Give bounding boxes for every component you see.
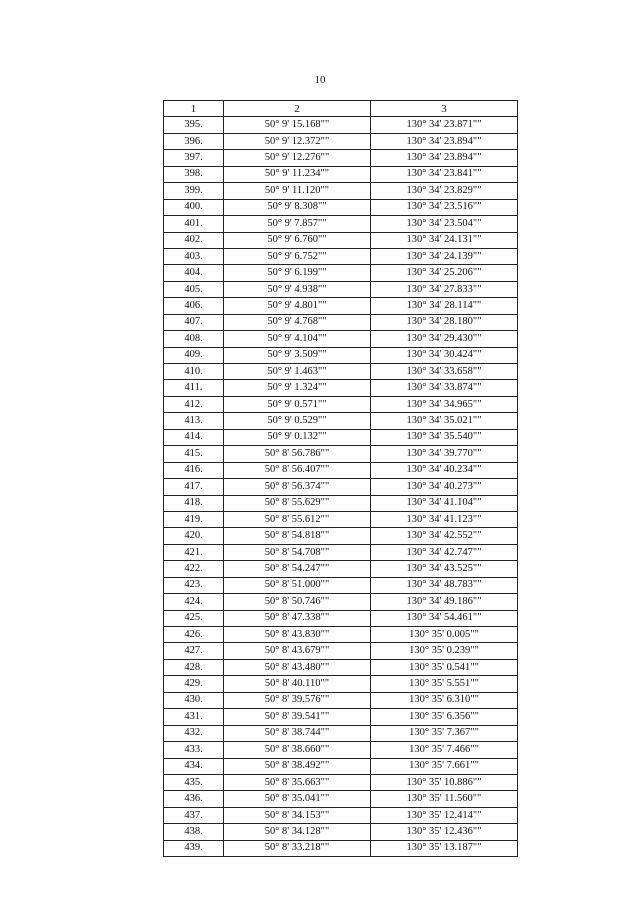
table-row xyxy=(164,232,518,248)
longitude-cell: 130° 34' 34.965"" xyxy=(371,396,518,412)
latitude-cell: 50° 8' 47.338"" xyxy=(224,610,371,626)
point-number-cell: 429. xyxy=(164,676,224,692)
point-number-cell: 422. xyxy=(164,561,224,577)
point-number-cell: 413. xyxy=(164,413,224,429)
latitude-cell: 50° 8' 38.660"" xyxy=(224,742,371,758)
table-row xyxy=(164,265,518,281)
latitude-cell: 50° 8' 55.612"" xyxy=(224,511,371,527)
latitude-cell: 50° 8' 56.374"" xyxy=(224,479,371,495)
point-number-cell: 416. xyxy=(164,462,224,478)
latitude-cell: 50° 9' 0.529"" xyxy=(224,413,371,429)
table-body xyxy=(164,117,518,857)
column-header-1: 1 xyxy=(164,101,224,117)
point-number-cell: 404. xyxy=(164,265,224,281)
latitude-cell: 50° 9' 1.463"" xyxy=(224,364,371,380)
table-row xyxy=(164,511,518,527)
table-row xyxy=(164,659,518,675)
latitude-cell: 50° 8' 34.153"" xyxy=(224,807,371,823)
longitude-cell: 130° 34' 24.131"" xyxy=(371,232,518,248)
table-row xyxy=(164,479,518,495)
latitude-cell: 50° 8' 54.708"" xyxy=(224,544,371,560)
longitude-cell: 130° 35' 7.367"" xyxy=(371,725,518,741)
point-number-cell: 395. xyxy=(164,117,224,133)
table-row xyxy=(164,643,518,659)
column-header-2: 2 xyxy=(224,101,371,117)
latitude-cell: 50° 9' 0.571"" xyxy=(224,396,371,412)
longitude-cell: 130° 34' 35.540"" xyxy=(371,429,518,445)
longitude-cell: 130° 35' 0.239"" xyxy=(371,643,518,659)
latitude-cell: 50° 8' 56.407"" xyxy=(224,462,371,478)
table-row xyxy=(164,396,518,412)
longitude-cell: 130° 35' 0.541"" xyxy=(371,659,518,675)
longitude-cell: 130° 34' 23.504"" xyxy=(371,216,518,232)
longitude-cell: 130° 35' 7.661"" xyxy=(371,758,518,774)
point-number-cell: 435. xyxy=(164,774,224,790)
table-row xyxy=(164,495,518,511)
latitude-cell: 50° 9' 11.120"" xyxy=(224,183,371,199)
point-number-cell: 401. xyxy=(164,216,224,232)
longitude-cell: 130° 35' 5.551"" xyxy=(371,676,518,692)
point-number-cell: 430. xyxy=(164,692,224,708)
point-number-cell: 419. xyxy=(164,511,224,527)
point-number-cell: 439. xyxy=(164,840,224,856)
longitude-cell: 130° 34' 41.123"" xyxy=(371,511,518,527)
table-row xyxy=(164,183,518,199)
latitude-cell: 50° 9' 1.324"" xyxy=(224,380,371,396)
point-number-cell: 410. xyxy=(164,364,224,380)
table-row xyxy=(164,364,518,380)
table-row xyxy=(164,840,518,856)
longitude-cell: 130° 34' 25.206"" xyxy=(371,265,518,281)
point-number-cell: 431. xyxy=(164,709,224,725)
longitude-cell: 130° 35' 6.310"" xyxy=(371,692,518,708)
latitude-cell: 50° 8' 43.830"" xyxy=(224,627,371,643)
longitude-cell: 130° 34' 29.430"" xyxy=(371,331,518,347)
table-row xyxy=(164,594,518,610)
latitude-cell: 50° 9' 12.372"" xyxy=(224,133,371,149)
latitude-cell: 50° 9' 12.276"" xyxy=(224,150,371,166)
latitude-cell: 50° 9' 7.857"" xyxy=(224,216,371,232)
table-row xyxy=(164,627,518,643)
table-row xyxy=(164,824,518,840)
point-number-cell: 408. xyxy=(164,331,224,347)
longitude-cell: 130° 34' 42.747"" xyxy=(371,544,518,560)
latitude-cell: 50° 8' 40.110"" xyxy=(224,676,371,692)
table-row xyxy=(164,462,518,478)
longitude-cell: 130° 35' 12.414"" xyxy=(371,807,518,823)
point-number-cell: 438. xyxy=(164,824,224,840)
latitude-cell: 50° 8' 35.663"" xyxy=(224,774,371,790)
latitude-cell: 50° 8' 54.247"" xyxy=(224,561,371,577)
point-number-cell: 427. xyxy=(164,643,224,659)
latitude-cell: 50° 8' 38.492"" xyxy=(224,758,371,774)
table-row xyxy=(164,791,518,807)
longitude-cell: 130° 34' 35.021"" xyxy=(371,413,518,429)
latitude-cell: 50° 9' 3.509"" xyxy=(224,347,371,363)
longitude-cell: 130° 34' 41.104"" xyxy=(371,495,518,511)
table-row xyxy=(164,199,518,215)
longitude-cell: 130° 34' 23.871"" xyxy=(371,117,518,133)
table-row xyxy=(164,429,518,445)
latitude-cell: 50° 8' 33.218"" xyxy=(224,840,371,856)
longitude-cell: 130° 34' 49.186"" xyxy=(371,594,518,610)
latitude-cell: 50° 9' 4.768"" xyxy=(224,314,371,330)
table-row xyxy=(164,528,518,544)
latitude-cell: 50° 8' 55.629"" xyxy=(224,495,371,511)
latitude-cell: 50° 9' 6.752"" xyxy=(224,248,371,264)
table-row xyxy=(164,446,518,462)
table-row xyxy=(164,413,518,429)
coordinates-table xyxy=(163,100,518,857)
longitude-cell: 130° 35' 10.886"" xyxy=(371,774,518,790)
latitude-cell: 50° 8' 38.744"" xyxy=(224,725,371,741)
table-row xyxy=(164,577,518,593)
table-row xyxy=(164,150,518,166)
longitude-cell: 130° 35' 6.356"" xyxy=(371,709,518,725)
point-number-cell: 405. xyxy=(164,281,224,297)
latitude-cell: 50° 8' 34.128"" xyxy=(224,824,371,840)
latitude-cell: 50° 9' 4.104"" xyxy=(224,331,371,347)
latitude-cell: 50° 8' 43.679"" xyxy=(224,643,371,659)
longitude-cell: 130° 34' 30.424"" xyxy=(371,347,518,363)
table-row xyxy=(164,725,518,741)
point-number-cell: 399. xyxy=(164,183,224,199)
latitude-cell: 50° 8' 56.786"" xyxy=(224,446,371,462)
table-row xyxy=(164,216,518,232)
table-row xyxy=(164,248,518,264)
table-row xyxy=(164,774,518,790)
point-number-cell: 424. xyxy=(164,594,224,610)
table-row xyxy=(164,166,518,182)
longitude-cell: 130° 34' 48.783"" xyxy=(371,577,518,593)
point-number-cell: 402. xyxy=(164,232,224,248)
point-number-cell: 437. xyxy=(164,807,224,823)
table-row xyxy=(164,758,518,774)
table-row xyxy=(164,709,518,725)
longitude-cell: 130° 34' 23.894"" xyxy=(371,150,518,166)
longitude-cell: 130° 35' 7.466"" xyxy=(371,742,518,758)
latitude-cell: 50° 8' 43.480"" xyxy=(224,659,371,675)
longitude-cell: 130° 34' 43.525"" xyxy=(371,561,518,577)
point-number-cell: 428. xyxy=(164,659,224,675)
point-number-cell: 398. xyxy=(164,166,224,182)
table-row xyxy=(164,692,518,708)
latitude-cell: 50° 9' 8.308"" xyxy=(224,199,371,215)
latitude-cell: 50° 8' 39.541"" xyxy=(224,709,371,725)
table-row xyxy=(164,314,518,330)
longitude-cell: 130° 34' 23.516"" xyxy=(371,199,518,215)
longitude-cell: 130° 34' 23.829"" xyxy=(371,183,518,199)
longitude-cell: 130° 34' 23.894"" xyxy=(371,133,518,149)
point-number-cell: 423. xyxy=(164,577,224,593)
longitude-cell: 130° 34' 33.658"" xyxy=(371,364,518,380)
latitude-cell: 50° 9' 4.938"" xyxy=(224,281,371,297)
longitude-cell: 130° 35' 13.187"" xyxy=(371,840,518,856)
point-number-cell: 407. xyxy=(164,314,224,330)
latitude-cell: 50° 8' 51.000"" xyxy=(224,577,371,593)
longitude-cell: 130° 34' 54.461"" xyxy=(371,610,518,626)
latitude-cell: 50° 9' 11.234"" xyxy=(224,166,371,182)
point-number-cell: 412. xyxy=(164,396,224,412)
table-row xyxy=(164,742,518,758)
latitude-cell: 50° 9' 0.132"" xyxy=(224,429,371,445)
point-number-cell: 406. xyxy=(164,298,224,314)
latitude-cell: 50° 9' 6.760"" xyxy=(224,232,371,248)
point-number-cell: 432. xyxy=(164,725,224,741)
longitude-cell: 130° 34' 33.874"" xyxy=(371,380,518,396)
point-number-cell: 433. xyxy=(164,742,224,758)
table-row xyxy=(164,807,518,823)
point-number-cell: 397. xyxy=(164,150,224,166)
longitude-cell: 130° 34' 23.841"" xyxy=(371,166,518,182)
column-header-3: 3 xyxy=(371,101,518,117)
latitude-cell: 50° 8' 50.746"" xyxy=(224,594,371,610)
longitude-cell: 130° 34' 39.770"" xyxy=(371,446,518,462)
table-row xyxy=(164,676,518,692)
point-number-cell: 436. xyxy=(164,791,224,807)
point-number-cell: 409. xyxy=(164,347,224,363)
table-row xyxy=(164,347,518,363)
point-number-cell: 420. xyxy=(164,528,224,544)
table-row xyxy=(164,117,518,133)
point-number-cell: 434. xyxy=(164,758,224,774)
point-number-cell: 426. xyxy=(164,627,224,643)
longitude-cell: 130° 34' 28.180"" xyxy=(371,314,518,330)
table-header-row xyxy=(164,101,518,117)
latitude-cell: 50° 9' 15.168"" xyxy=(224,117,371,133)
longitude-cell: 130° 34' 24.139"" xyxy=(371,248,518,264)
point-number-cell: 418. xyxy=(164,495,224,511)
point-number-cell: 414. xyxy=(164,429,224,445)
table-row xyxy=(164,281,518,297)
longitude-cell: 130° 34' 28.114"" xyxy=(371,298,518,314)
table-row xyxy=(164,331,518,347)
longitude-cell: 130° 34' 40.234"" xyxy=(371,462,518,478)
table-row xyxy=(164,544,518,560)
latitude-cell: 50° 8' 39.576"" xyxy=(224,692,371,708)
point-number-cell: 425. xyxy=(164,610,224,626)
longitude-cell: 130° 34' 40.273"" xyxy=(371,479,518,495)
point-number-cell: 400. xyxy=(164,199,224,215)
longitude-cell: 130° 34' 42.552"" xyxy=(371,528,518,544)
latitude-cell: 50° 9' 6.199"" xyxy=(224,265,371,281)
table-row xyxy=(164,561,518,577)
point-number-cell: 415. xyxy=(164,446,224,462)
latitude-cell: 50° 8' 54.818"" xyxy=(224,528,371,544)
point-number-cell: 421. xyxy=(164,544,224,560)
longitude-cell: 130° 35' 11.560"" xyxy=(371,791,518,807)
table-row xyxy=(164,133,518,149)
latitude-cell: 50° 9' 4.801"" xyxy=(224,298,371,314)
table-row xyxy=(164,610,518,626)
page-number: 10 xyxy=(314,74,326,86)
latitude-cell: 50° 8' 35.041"" xyxy=(224,791,371,807)
point-number-cell: 411. xyxy=(164,380,224,396)
table-row xyxy=(164,380,518,396)
longitude-cell: 130° 35' 0.005"" xyxy=(371,627,518,643)
point-number-cell: 396. xyxy=(164,133,224,149)
table-row xyxy=(164,298,518,314)
point-number-cell: 403. xyxy=(164,248,224,264)
point-number-cell: 417. xyxy=(164,479,224,495)
longitude-cell: 130° 35' 12.436"" xyxy=(371,824,518,840)
longitude-cell: 130° 34' 27.833"" xyxy=(371,281,518,297)
